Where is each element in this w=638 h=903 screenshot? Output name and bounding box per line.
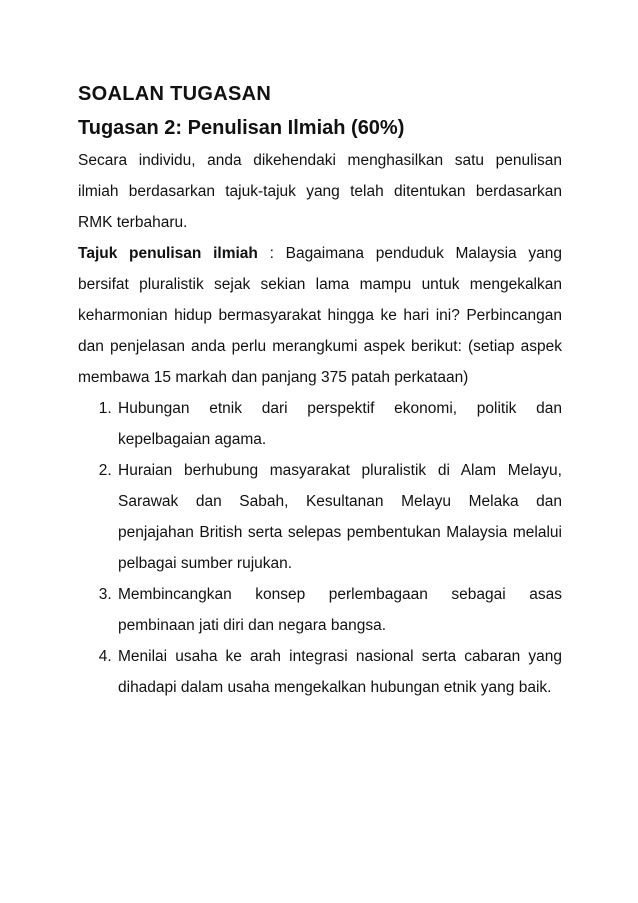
list-item: 1. Hubungan etnik dari perspektif ekonomi, politik dan kepelbagaian agama. xyxy=(116,393,562,455)
document-heading: SOALAN TUGASAN xyxy=(78,83,272,105)
list-item: 4. Menilai usaha ke arah integrasi nasional serta cabaran yang dihadapi dalam usaha mengekalkan hubungan etnik yang baik. xyxy=(116,641,562,703)
topic-label: Tajuk penulisan ilmiah xyxy=(78,245,258,262)
topic-text: : Bagaimana penduduk Malaysia yang bersifat pluralistik sejak sekian lama mampu untuk mengekalkan keharmonian hidup bermasyarakat hingga ke hari ini? Perbincangan dan penjelasan anda perlu merangkumi aspek berikut: (setiap aspek membawa 15 markah dan panjang 375 patah perkataan) xyxy=(78,245,562,386)
aspect-list xyxy=(78,393,562,703)
assignment-title: Tugasan 2: Penulisan Ilmiah (60%) xyxy=(78,117,405,139)
list-item: 3. Membincangkan konsep perlembagaan sebagai asas pembinaan jati diri dan negara bangsa. xyxy=(116,579,562,641)
list-item: 2. Huraian berhubung masyarakat pluralistik di Alam Melayu, Sarawak dan Sabah, Kesultanan Melayu Melaka dan penjajahan British serta selepas pembentukan Malaysia melalui pelbagai sumber rujukan. xyxy=(116,455,562,579)
intro-paragraph: Secara individu, anda dikehendaki menghasilkan satu penulisan ilmiah berdasarkan tajuk-tajuk yang telah ditentukan berdasarkan RMK terbaharu. xyxy=(78,152,562,231)
topic-paragraph xyxy=(78,238,562,393)
